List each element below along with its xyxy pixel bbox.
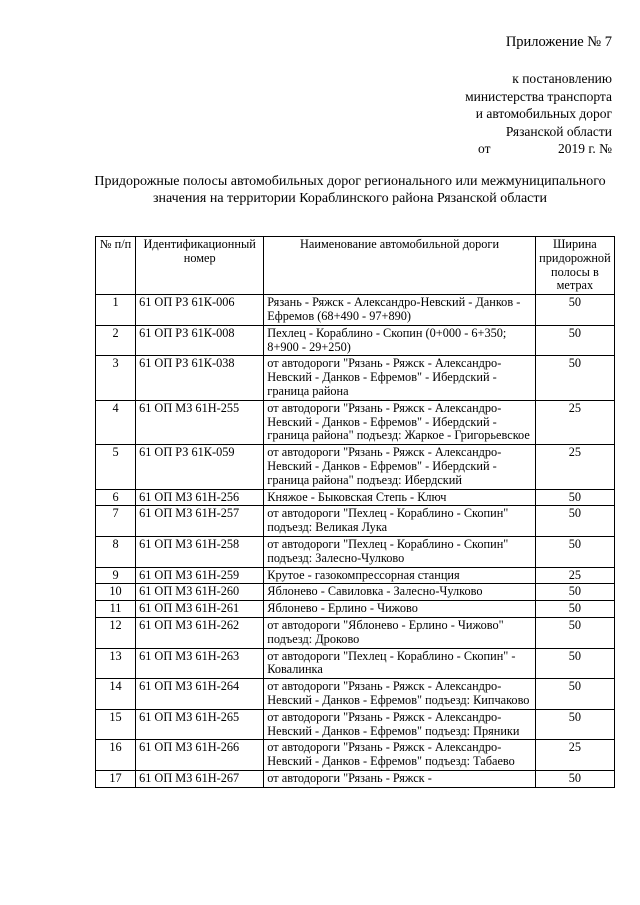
road-id: 61 ОП РЗ 61К-038 [136, 356, 264, 400]
road-name: от автодороги "Рязань - Ряжск - Александро-Невский - Данков - Ефремов" - Ибердский - граница района" подъезд: Жаркое - Григорьевское [264, 400, 536, 444]
row-number: 16 [96, 740, 136, 771]
road-name: от автодороги "Пехлец - Кораблино - Скопин" подъезд: Залесно-Чулково [264, 536, 536, 567]
approval-line: министерства транспорта [465, 88, 612, 104]
row-number: 8 [96, 536, 136, 567]
table-row [96, 617, 615, 648]
table-row [96, 295, 615, 326]
road-name: Пехлец - Кораблино - Скопин (0+000 - 6+350; 8+900 - 29+250) [264, 325, 536, 356]
strip-width: 50 [535, 325, 614, 356]
table-row [96, 356, 615, 400]
road-name: от автодороги "Рязань - Ряжск - Александро-Невский - Данков - Ефремов" подъезд: Пряники [264, 709, 536, 740]
row-number: 10 [96, 584, 136, 601]
row-number: 17 [96, 770, 136, 787]
road-name: от автодороги "Пехлец - Кораблино - Скопин" подъезд: Великая Лука [264, 506, 536, 537]
strip-width: 50 [535, 709, 614, 740]
road-id: 61 ОП МЗ 61Н-258 [136, 536, 264, 567]
column-header-road-name: Наименование автомобильной дороги [264, 237, 536, 295]
row-number: 4 [96, 400, 136, 444]
table-row [96, 506, 615, 537]
strip-width: 25 [535, 445, 614, 489]
strip-width: 50 [535, 295, 614, 326]
strip-width: 50 [535, 536, 614, 567]
road-id: 61 ОП МЗ 61Н-265 [136, 709, 264, 740]
table-row [96, 325, 615, 356]
document-title: Придорожные полосы автомобильных дорог регионального или межмуниципального значения на территории Кораблинского района Рязанской области [94, 174, 606, 206]
table-row [96, 679, 615, 710]
table-row [96, 400, 615, 444]
row-number: 7 [96, 506, 136, 537]
road-id: 61 ОП МЗ 61Н-266 [136, 740, 264, 771]
date-line [400, 140, 612, 158]
table-row [96, 489, 615, 506]
approval-line: к постановлению [512, 71, 612, 86]
table-row [96, 445, 615, 489]
strip-width: 50 [535, 489, 614, 506]
table-body [96, 295, 615, 788]
strip-width: 25 [535, 567, 614, 584]
road-id: 61 ОП МЗ 61Н-267 [136, 770, 264, 787]
strip-width: 25 [535, 400, 614, 444]
table-row [96, 536, 615, 567]
row-number: 6 [96, 489, 136, 506]
roads-table [95, 236, 615, 788]
strip-width: 50 [535, 584, 614, 601]
table-row [96, 601, 615, 618]
road-id: 61 ОП РЗ 61К-006 [136, 295, 264, 326]
road-name: от автодороги "Рязань - Ряжск - [264, 770, 536, 787]
approval-block [400, 70, 612, 158]
road-name: от автодороги "Рязань - Ряжск - Александро-Невский - Данков - Ефремов" подъезд: Табаево [264, 740, 536, 771]
road-id: 61 ОП РЗ 61К-059 [136, 445, 264, 489]
table-header-row [96, 237, 615, 295]
road-name: от автодороги "Пехлец - Кораблино - Скопин" - Ковалинка [264, 648, 536, 679]
road-name: Яблонево - Ерлино - Чижово [264, 601, 536, 618]
appendix-number: Приложение № 7 [505, 34, 612, 50]
road-id: 61 ОП МЗ 61Н-259 [136, 567, 264, 584]
road-id: 61 ОП МЗ 61Н-255 [136, 400, 264, 444]
row-number: 15 [96, 709, 136, 740]
road-id: 61 ОП МЗ 61Н-262 [136, 617, 264, 648]
road-name: от автодороги "Яблонево - Ерлино - Чижово" подъезд: Дроково [264, 617, 536, 648]
road-name: Крутое - газокомпрессорная станция [264, 567, 536, 584]
road-id: 61 ОП МЗ 61Н-256 [136, 489, 264, 506]
table-row [96, 709, 615, 740]
column-header-number: № п/п [96, 237, 136, 295]
approval-line: и автомобильных дорог [475, 106, 612, 121]
road-id: 61 ОП МЗ 61Н-260 [136, 584, 264, 601]
road-id: 61 ОП МЗ 61Н-261 [136, 601, 264, 618]
table-row [96, 648, 615, 679]
column-header-width: Ширина придорожной полосы в метрах [535, 237, 614, 295]
road-id: 61 ОП МЗ 61Н-257 [136, 506, 264, 537]
strip-width: 50 [535, 770, 614, 787]
road-id: 61 ОП МЗ 61Н-263 [136, 648, 264, 679]
road-name: от автодороги "Рязань - Ряжск - Александро-Невский - Данков - Ефремов" - Ибердский - граница района" подъезд: Ибердский [264, 445, 536, 489]
row-number: 3 [96, 356, 136, 400]
road-id: 61 ОП МЗ 61Н-264 [136, 679, 264, 710]
row-number: 9 [96, 567, 136, 584]
row-number: 13 [96, 648, 136, 679]
strip-width: 50 [535, 679, 614, 710]
strip-width: 50 [535, 356, 614, 400]
table-row [96, 740, 615, 771]
row-number: 14 [96, 679, 136, 710]
road-name: от автодороги "Рязань - Ряжск - Александро-Невский - Данков - Ефремов" - Ибердский - граница района [264, 356, 536, 400]
road-name: Рязань - Ряжск - Александро-Невский - Данков - Ефремов (68+490 - 97+890) [264, 295, 536, 326]
strip-width: 50 [535, 601, 614, 618]
table-row [96, 770, 615, 787]
strip-width: 25 [535, 740, 614, 771]
road-id: 61 ОП РЗ 61К-008 [136, 325, 264, 356]
row-number: 11 [96, 601, 136, 618]
row-number: 2 [96, 325, 136, 356]
table-row [96, 584, 615, 601]
strip-width: 50 [535, 648, 614, 679]
date-prefix: от [478, 141, 491, 156]
road-name: от автодороги "Рязань - Ряжск - Александро-Невский - Данков - Ефремов" подъезд: Кипчаково [264, 679, 536, 710]
strip-width: 50 [535, 617, 614, 648]
strip-width: 50 [535, 506, 614, 537]
approval-line: Рязанской области [505, 123, 612, 139]
table-row [96, 567, 615, 584]
road-name: Княжое - Быковская Степь - Ключ [264, 489, 536, 506]
date-suffix: 2019 г. № [557, 141, 612, 156]
column-header-id: Идентификационный номер [136, 237, 264, 295]
row-number: 1 [96, 295, 136, 326]
row-number: 5 [96, 445, 136, 489]
row-number: 12 [96, 617, 136, 648]
road-name: Яблонево - Савиловка - Залесно-Чулково [264, 584, 536, 601]
